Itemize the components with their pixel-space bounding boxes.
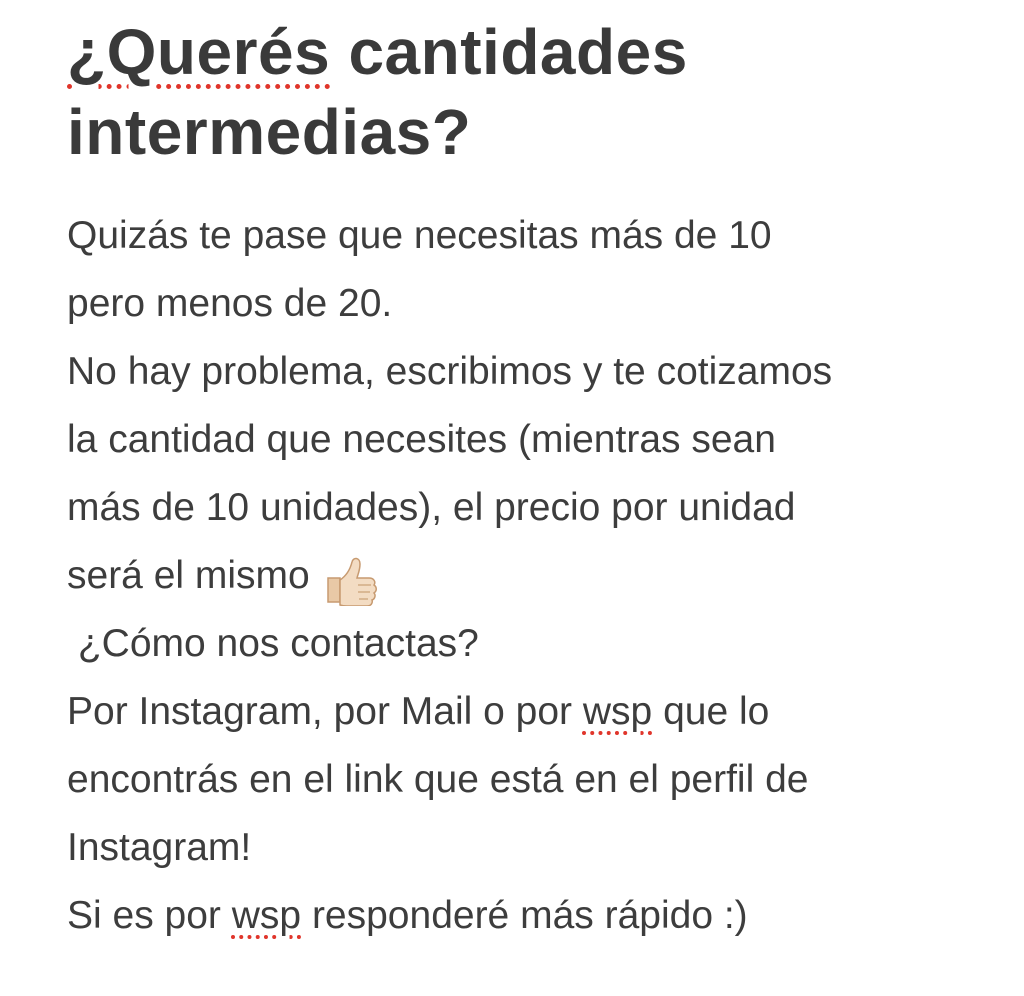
title-line-2: intermedias? xyxy=(67,96,472,168)
body-line: encontrás en el link que está en el perfil de xyxy=(67,758,809,801)
body-line: más de 10 unidades), el precio por unidad xyxy=(67,486,796,529)
title-text: cantidades xyxy=(330,16,688,88)
body-text: que lo xyxy=(652,690,770,733)
body-text: responderé más rápido :) xyxy=(301,894,748,937)
note-content[interactable] xyxy=(67,0,997,950)
body-text: Si es por xyxy=(67,894,232,937)
thumbs-up-icon xyxy=(322,554,378,606)
body-line xyxy=(67,678,997,746)
note-body[interactable] xyxy=(67,202,997,950)
misspelled-word[interactable]: wsp xyxy=(582,690,653,733)
body-line: pero menos de 20. xyxy=(67,282,393,325)
body-line xyxy=(67,542,997,610)
body-line: ¿Cómo nos contactas? xyxy=(67,622,479,665)
body-line: la cantidad que necesites (mientras sean xyxy=(67,418,776,461)
body-line: No hay problema, escribimos y te cotizamos xyxy=(67,350,833,393)
body-text: será el mismo xyxy=(67,554,310,597)
body-line: Instagram! xyxy=(67,826,252,869)
body-line: Quizás te pase que necesitas más de 10 xyxy=(67,214,772,257)
note-title[interactable] xyxy=(67,0,997,172)
body-line xyxy=(67,882,997,950)
misspelled-word[interactable]: wsp xyxy=(231,894,302,937)
body-text: Por Instagram, por Mail o por xyxy=(67,690,583,733)
title-line-1 xyxy=(67,12,997,92)
misspelled-word[interactable]: ¿Querés xyxy=(67,16,331,88)
